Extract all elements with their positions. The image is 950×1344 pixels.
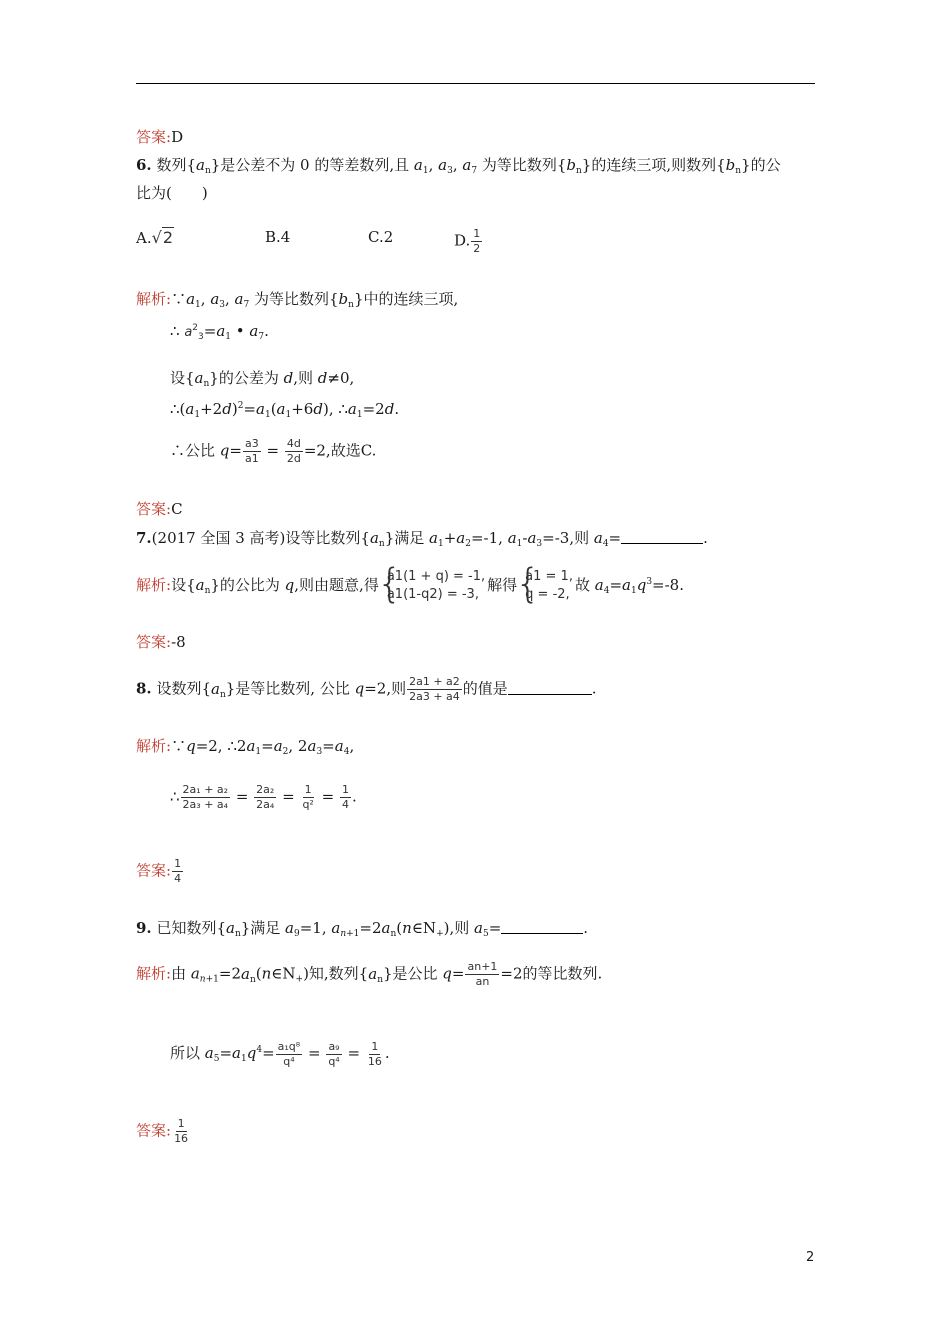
- page-number: 2: [806, 1250, 815, 1265]
- q6-analysis-1: 解析$:\because a_1$, $a_3$, $a_7$ 为等比数列$\{b_n\}$中的连续三项,: [136, 290, 459, 310]
- q6-analysis-2: ∴ $a^2_3=a_1$ • $a_7$.: [170, 322, 269, 342]
- option-a: A.√2: [136, 228, 173, 247]
- answer-label: 答案:: [136, 128, 172, 146]
- answer-blank: [621, 529, 703, 544]
- q7-answer: 答案:-8: [136, 633, 186, 651]
- q6-line2: 比为( ): [136, 184, 208, 202]
- q6-analysis-4: $\therefore(a_1+2d)^2=a_1(a_1+6d)$, $\therefore a_1=2d$.: [170, 400, 400, 420]
- q6-analysis-5: ∴公比 q= $\frac{a3}{a1}$ = $\frac{4d}{2d}$ =2,故选C.: [170, 437, 377, 465]
- equation-system-1: { a1(1 + q) = -1, a1(1-q2) = -3,: [379, 568, 485, 604]
- answer-blank: [501, 919, 583, 934]
- option-c: C.2: [368, 228, 394, 246]
- q9-answer: 答案: $\frac{1}{16}$: [136, 1117, 189, 1145]
- option-b: B.4: [265, 228, 291, 246]
- q8-analysis-2: ∴ $\frac{\text{2a₁ + a₂}}{\text{2a₃ + a₄}}$ = $\frac{\text{2a₂}}{\text{2a₄}}$ = $\frac{1}{\text{q²}}$ = $\frac{1}{4}$ .: [170, 783, 357, 811]
- header-rule: [136, 83, 815, 84]
- q6-analysis-3: 设$\{a_n\}$的公差为 d,则 d≠0,: [170, 369, 355, 389]
- q9-question: 9. 已知数列$\{a_n\}$满足 $a_9=1$, $a_{n+1}=2a_n(n\in N_+)$,则 $a_5=$ .: [136, 919, 589, 939]
- q7-analysis: 解析:设$\{a_n\}$的公比为 q,则由题意,得 { a1(1 + q) = -1, a1(1-q2) = -3, 解得 { a1 = 1, q = -2, 故 $a_4=a_1q^3=-8$.: [136, 568, 684, 604]
- q7-question: 7.(2017 全国 3 高考)设等比数列$\{a_n\}$满足 $a_1+a_2=-1$, $a_1-a_3=-3$,则 $a_4=$ .: [136, 529, 708, 549]
- q6-answer: 答案:C: [136, 500, 183, 518]
- q8-analysis-1: 解析:∵q=2, $\therefore 2a_1=a_2$, $2a_3=a_4$,: [136, 737, 355, 757]
- q6-line1: 6. 数列$\{a_n\}$是公差不为 0 的等差数列,且 $a_1$, $a_3$, $a_7$ 为等比数列$\{b_n\}$的连续三项,则数列$\{b_n\}$的公: [136, 156, 781, 176]
- q8-question: 8. 设数列$\{a_n\}$是等比数列, 公比 q=2,则 $\frac{2a1 + a2}{2a3 + a4}$ 的值是 .: [136, 675, 597, 703]
- answer-blank: [508, 680, 592, 695]
- q9-analysis-1: 解析:由 $a_{n+1}=2a_n(n\in N_+)$知,数列$\{a_n\}$是公比 q= $\frac{an+1}{an}$ =2的等比数列.: [136, 960, 603, 988]
- q9-analysis-2: 所以 $a_5=a_1q^4=$ $\frac{\text{a₁q⁸}}{\text{q⁴}}$ = $\frac{\text{a₉}}{\text{q⁴}}$ = $\frac{1}{16}$ .: [170, 1039, 390, 1068]
- answer-5: 答案:D: [136, 128, 184, 146]
- q8-answer: 答案: $\frac{1}{4}$: [136, 857, 182, 885]
- equation-system-2: { a1 = 1, q = -2,: [517, 568, 573, 604]
- option-d: D. $\frac{1}{2}$: [454, 227, 481, 255]
